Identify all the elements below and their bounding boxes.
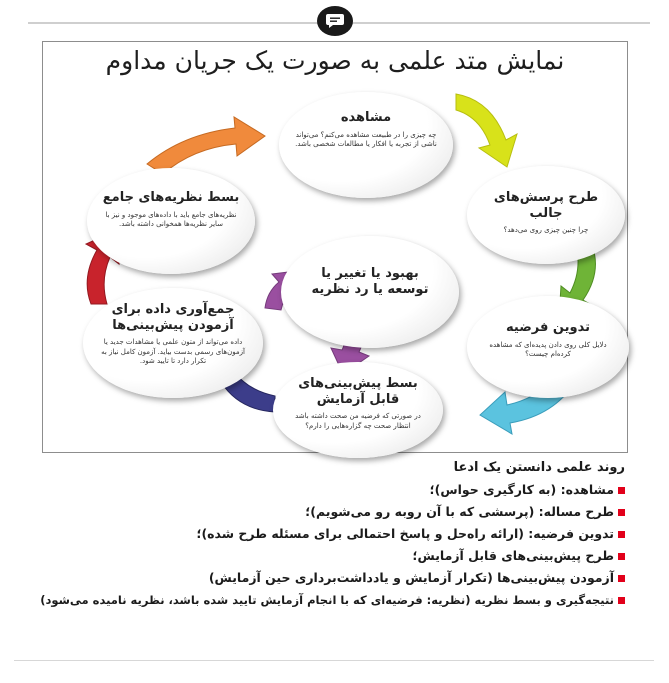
bullet-icon bbox=[618, 509, 625, 516]
caption-item: آزمودن پیش‌بینی‌ها (تکرار آزمایش و یادداشت‌برداری حین آزمایش) bbox=[25, 567, 625, 589]
bullet-icon bbox=[618, 531, 625, 538]
node-theory: بسط نظریه‌های جامع نظریه‌های جامع باید با داده‌های موجود و نیز با سایر نظریه‌ها همخوانی داشته باشد. bbox=[87, 168, 255, 274]
node-predictions: بسط پیش‌بینی‌های قابل آزمایش در صورتی که فرضیه من صحت داشته باشد انتظار صحت چه گزاره‌هایی را دارم؟ bbox=[273, 362, 443, 458]
arrow-theory-to-observe bbox=[147, 117, 265, 174]
bottom-divider bbox=[14, 660, 654, 661]
node-question: طرح پرسش‌های جالب چرا چنین چیزی روی می‌دهد؟ bbox=[467, 166, 625, 264]
node-hypothesis: تدوین فرضیه دلایل کلی روی دادن پدیده‌ای که مشاهده کرده‌ام چیست؟ bbox=[467, 296, 629, 398]
caption-item: نتیجه‌گیری و بسط نظریه (نظریه: فرضیه‌ای که با انجام آزمایش تایید شده باشد، نظریه نامیده می‌شود) bbox=[25, 589, 625, 611]
caption-item: مشاهده: (به کارگیری حواس)؛ bbox=[25, 479, 625, 501]
caption-item: طرح پیش‌بینی‌های قابل آزمایش؛ bbox=[25, 545, 625, 567]
caption-item: طرح مساله: (پرسشی که با آن روبه رو می‌شویم)؛ bbox=[25, 501, 625, 523]
caption-item: تدوین فرضیه: (ارائه راه‌حل و پاسخ احتمالی برای مسئله طرح شده)؛ bbox=[25, 523, 625, 545]
chat-bubble-icon[interactable] bbox=[317, 6, 353, 36]
node-gather-data: جمع‌آوری داده برای آزمودن پیش‌بینی‌ها داده می‌تواند از متون علمی یا مشاهدات جدید یا آزمون‌های رسمی بدست بیاید. آزمون کامل نیاز به تکرار دارد تا تایید شود. bbox=[83, 288, 263, 398]
caption-heading: روند علمی دانستن یک ادعا bbox=[453, 460, 625, 475]
bullet-icon bbox=[618, 553, 625, 560]
bullet-icon bbox=[618, 487, 625, 494]
node-refine-theory: بهبود یا تغییر یا توسعه یا رد نظریه bbox=[281, 236, 459, 348]
scientific-method-diagram bbox=[42, 41, 628, 453]
arrow-observe-to-question bbox=[456, 94, 517, 167]
caption-block bbox=[25, 460, 625, 611]
bullet-icon bbox=[618, 575, 625, 582]
node-observation: مشاهده چه چیزی را در طبیعت مشاهده می‌کنم؟ می‌تواند ناشی از تجربه یا افکار یا مطالعات شخصی باشد. bbox=[279, 92, 453, 198]
diagram-title: نمایش متد علمی به صورت یک جریان مداوم bbox=[105, 46, 565, 75]
bullet-icon bbox=[618, 597, 625, 604]
